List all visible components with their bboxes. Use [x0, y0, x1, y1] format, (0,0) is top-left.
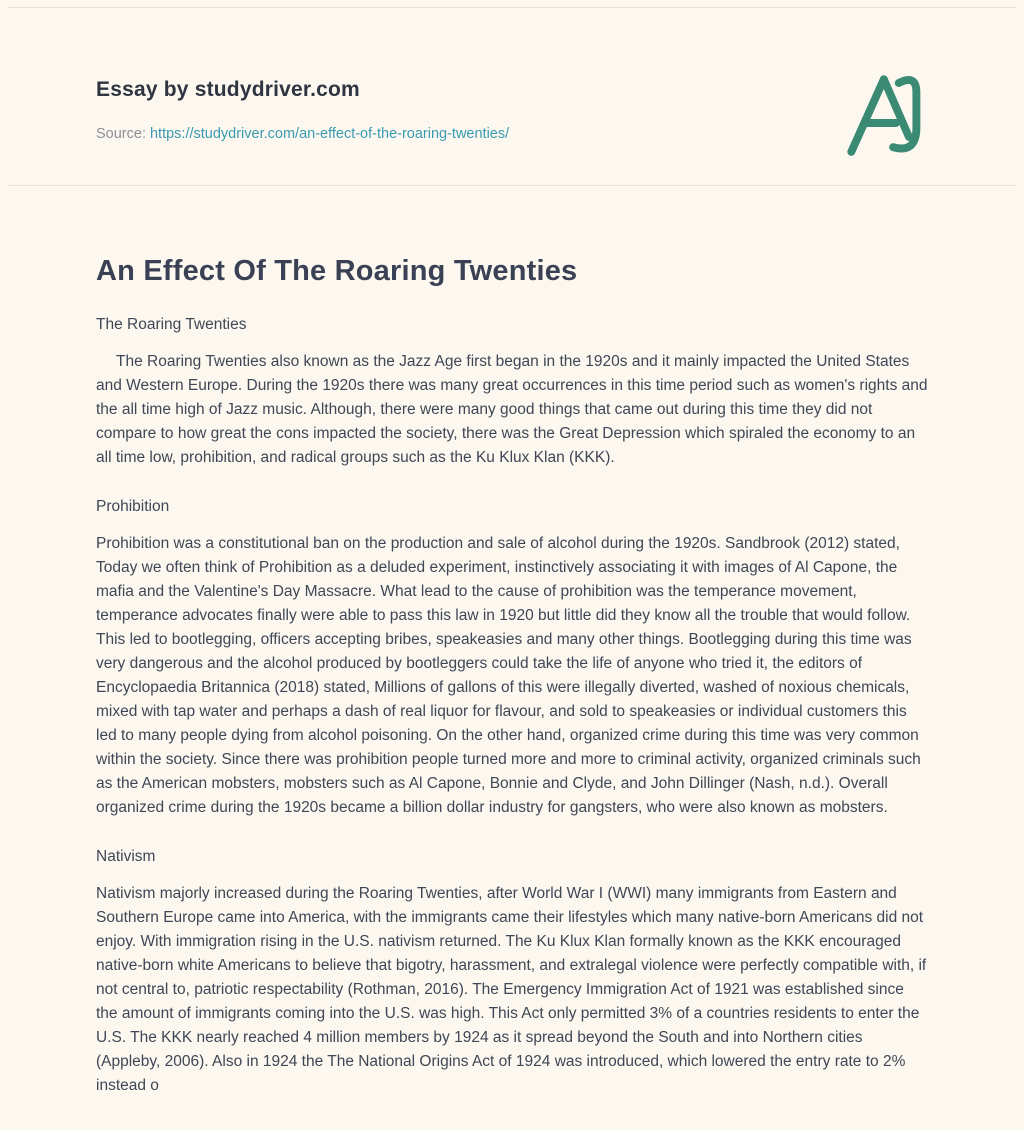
- section-heading-roaring-twenties: The Roaring Twenties: [96, 316, 247, 333]
- header-divider: [8, 185, 1016, 186]
- section-paragraph-prohibition: Prohibition was a constitutional ban on the production and sale of alcohol during the 1920s. Sandbrook (2012) stated, Today we often think of Prohibition as a deluded experiment, instinctively associating it with images of Al Capone, the mafia and the Valentine's Day Massacre. What lead to the cause of prohibition was the temperance movement, temperance advocates finally were able to pass this law in 1920 but little did they know all the trouble that would follow. This led to bootlegging, officers accepting bribes, speakeasies and many other things. Bootlegging during this time was very dangerous and the alcohol produced by bootleggers could take the life of anyone who tried it, the editors of Encyclopaedia Britannica (2018) stated, Millions of gallons of this were illegally diverted, washed of noxious chemicals, mixed with tap water and perhaps a dash of real liquor for flavour, and sold to speakeasies or individual customers this led to many people dying from alcohol poisoning. On the other hand, organized crime during this time was very common within the society. Since there was prohibition people turned more and more to criminal activity, organized criminals such as the American mobsters, mobsters such as Al Capone, Bonnie and Clyde, and John Dillinger (Nash, n.d.). Overall organized crime during the 1920s became a billion dollar industry for gangsters, who were also known as mobsters.: [96, 535, 921, 816]
- section-heading-nativism: Nativism: [96, 848, 156, 865]
- top-divider: [8, 7, 1016, 8]
- byline: Essay by studydriver.com: [96, 78, 360, 101]
- section-paragraph-nativism: Nativism majorly increased during the Roaring Twenties, after World War I (WWI) many immigrants from Eastern and Southern Europe came into America, with the immigrants came their lifestyles which many native-born Americans did not enjoy. With immigration rising in the U.S. nativism returned. The Ku Klux Klan formally known as the KKK encouraged native-born white Americans to believe that bigotry, harassment, and extralegal violence were perfectly compatible with, if not central to, patriotic respectability (Rothman, 2016). The Emergency Immigration Act of 1921 was established since the amount of immigrants coming into the U.S. was high. This Act only permitted 3% of a countries residents to enter the U.S. The KKK nearly reached 4 million members by 1924 as it spread beyond the South and into Northern cities (Appleby, 2006). Also in 1924 the The National Origins Act of 1924 was introduced, which lowered the entry rate to 2% instead o: [96, 885, 927, 1094]
- source-label: Source:: [96, 126, 146, 142]
- logo-monogram-icon: [842, 70, 935, 163]
- section-heading-prohibition: Prohibition: [96, 498, 170, 515]
- studydriver-logo: [842, 70, 935, 163]
- source-line: [96, 126, 509, 142]
- section-paragraph-roaring-twenties: The Roaring Twenties also known as the Jazz Age first began in the 1920s and it mainly impacted the United States and Western Europe. During the 1920s there was many great occurrences in this time period such as women's rights and the all time high of Jazz music. Although, there were many good things that came out during this time they did not compare to how great the cons impacted the society, there was the Great Depression which spiraled the economy to an all time low, prohibition, and radical groups such as the Ku Klux Klan (KKK).: [96, 353, 928, 466]
- section-roaring-twenties: [96, 314, 929, 470]
- section-nativism: [96, 846, 929, 1098]
- source-link[interactable]: https://studydriver.com/an-effect-of-the-roaring-twenties/: [149, 126, 510, 142]
- section-prohibition: [96, 496, 929, 820]
- essay-title: An Effect Of The Roaring Twenties: [96, 255, 578, 287]
- essay-article: [96, 254, 929, 1098]
